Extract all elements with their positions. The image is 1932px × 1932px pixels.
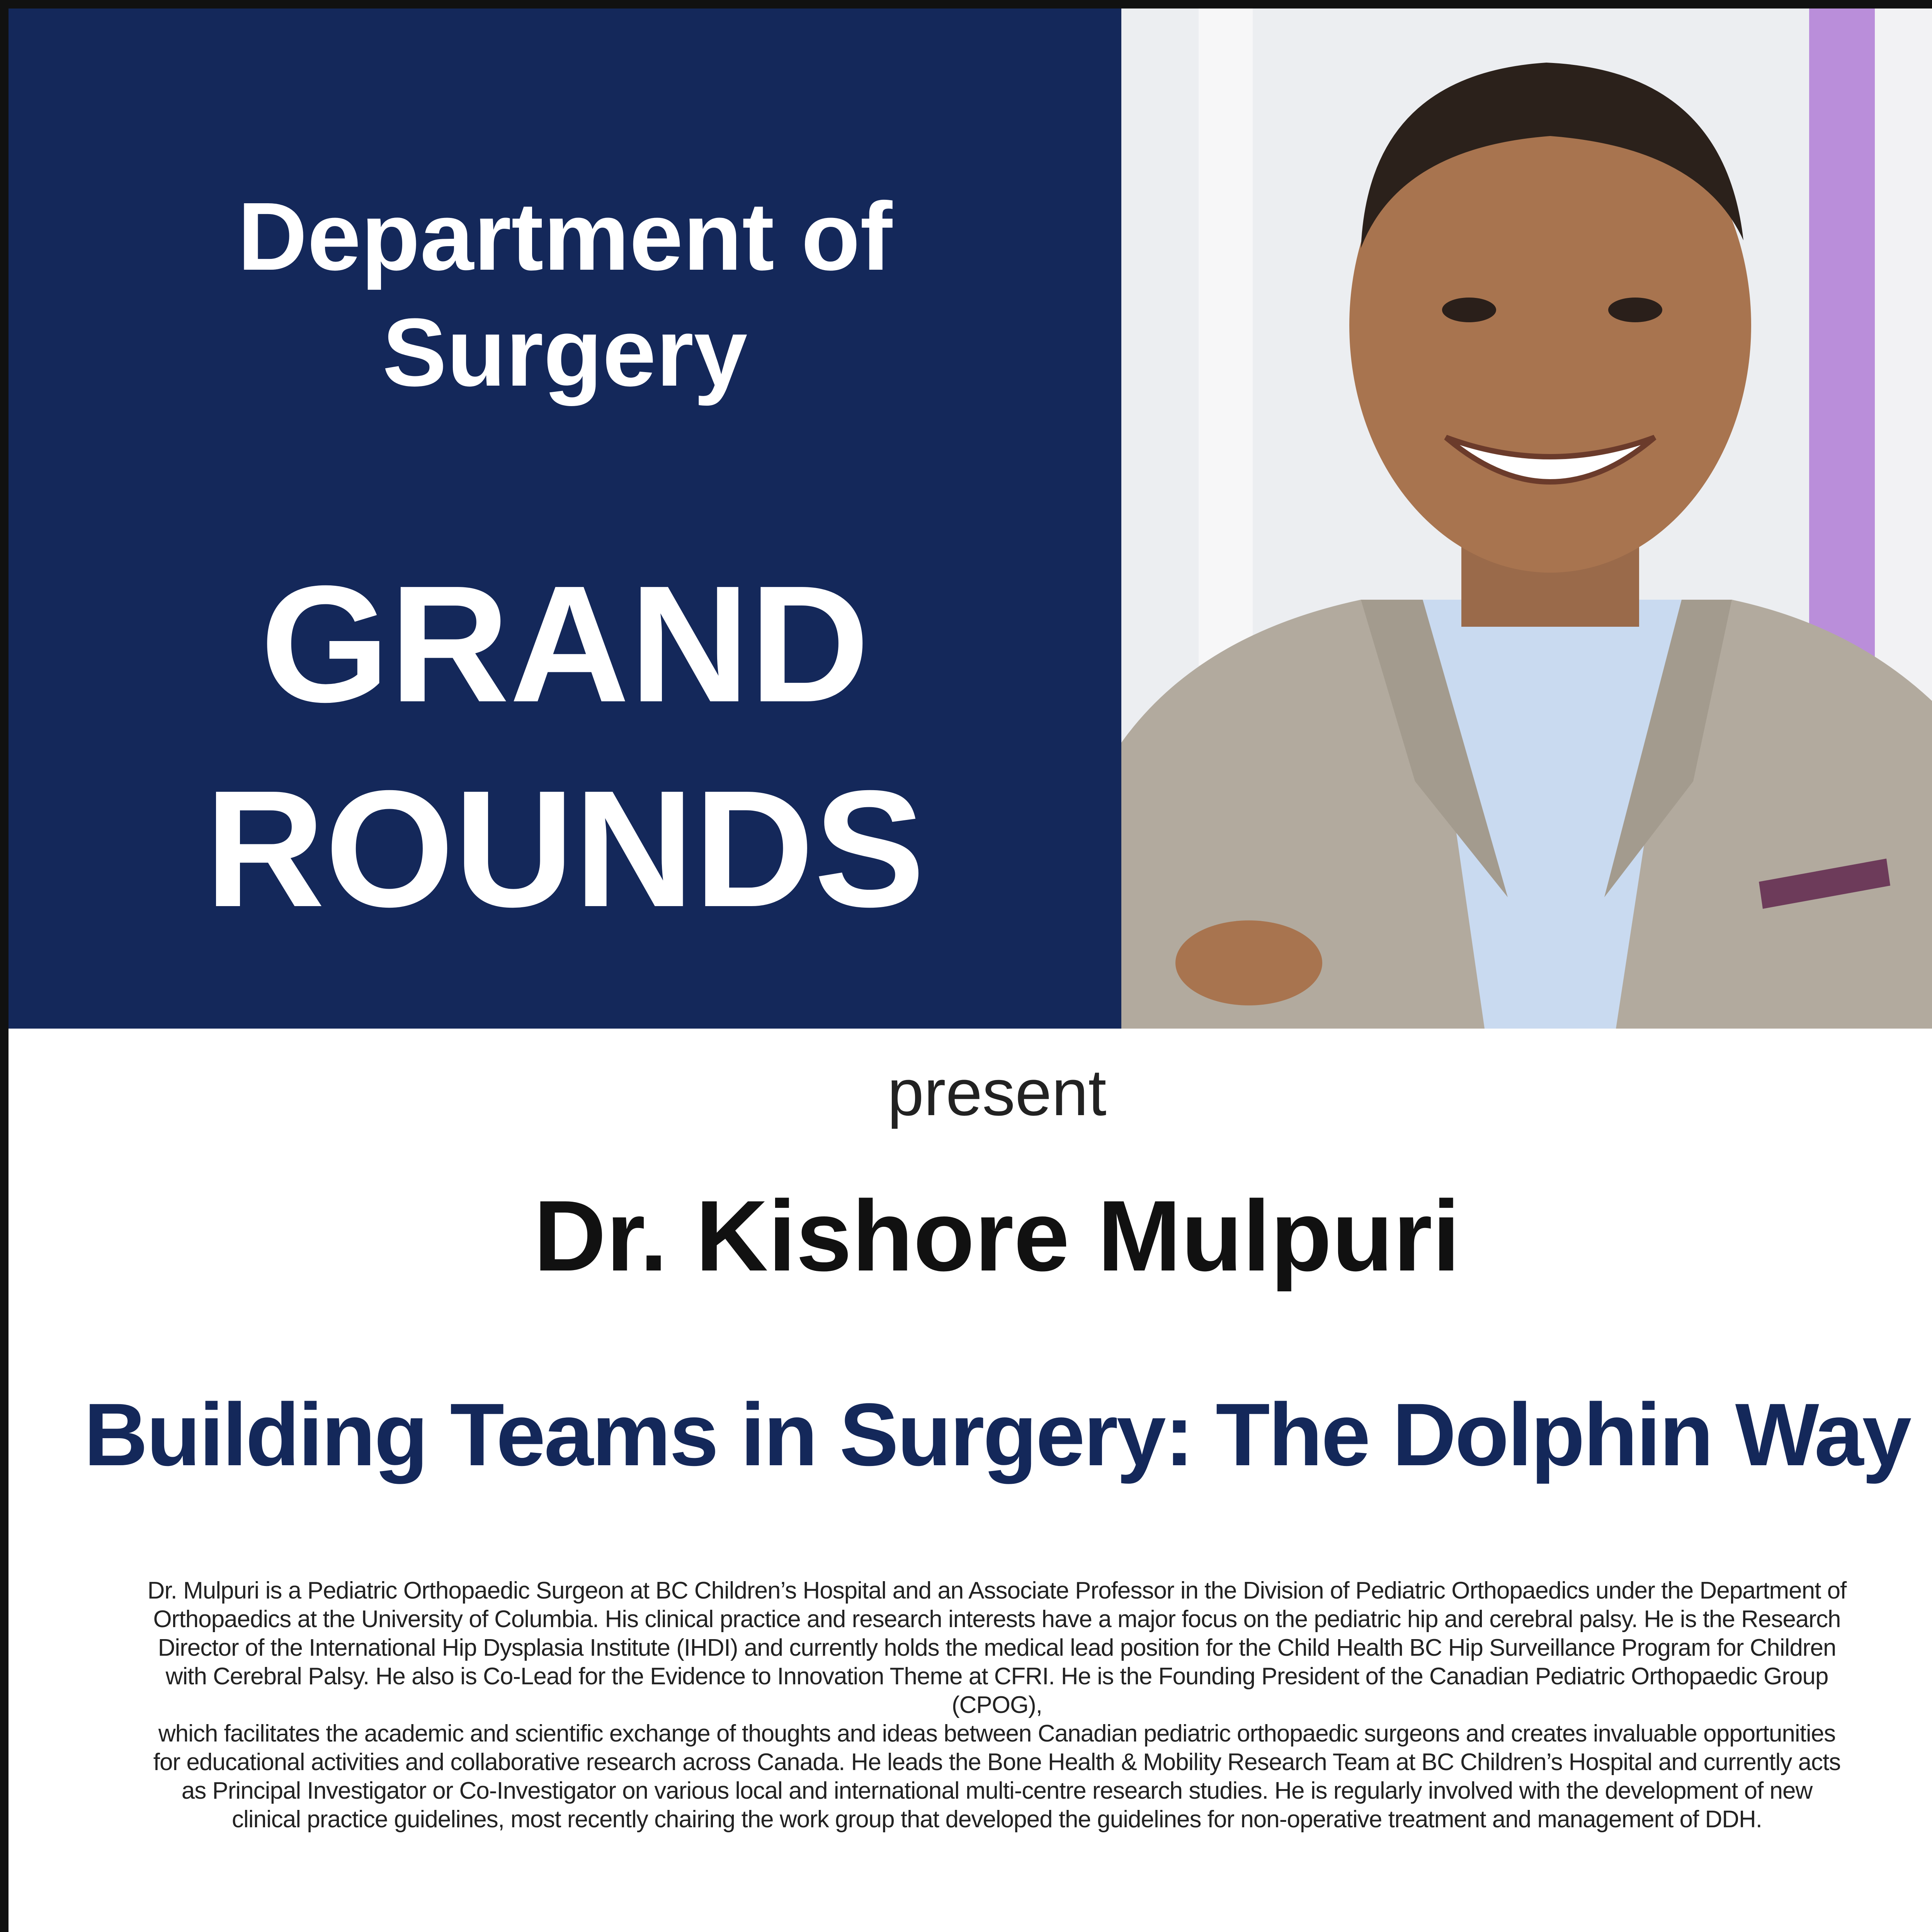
bio-line: Orthopaedics at the University of Columbia. His clinical practice and research interests have a major focus on the pediatric hip and cerebral palsy. He is the Research xyxy=(153,1606,1841,1633)
speaker-bio xyxy=(124,1577,1870,1834)
speaker-name: Dr. Kishore Mulpuri xyxy=(533,1180,1461,1292)
bio-line: for educational activities and collaborative research across Canada. He leads the Bone Health & Mobility Research Team at BC Children’s Hospital and currently acts xyxy=(153,1749,1841,1776)
bio-line: which facilitates the academic and scientific exchange of thoughts and ideas between Canadian pediatric orthopaedic surgeons and creates invaluable opportunities xyxy=(158,1720,1836,1747)
hero-panel xyxy=(9,9,1121,1029)
grand-rounds-line1: GRAND xyxy=(260,551,870,737)
department-title xyxy=(9,179,1121,410)
speaker-photo xyxy=(1121,9,1932,1029)
bio-line: with Cerebral Palsy. He also is Co-Lead for the Evidence to Innovation Theme at CFRI. He is the Founding President of the Canadian Pediatric Orthopaedic Group (CPOG), xyxy=(165,1663,1828,1718)
bio-line: Dr. Mulpuri is a Pediatric Orthopaedic Surgeon at BC Children’s Hospital and an Associate Professor in the Division of Pediatric Orthopaedics under the Department of xyxy=(147,1577,1847,1604)
department-title-line2: Surgery xyxy=(382,298,748,406)
speaker-photo-illustration xyxy=(1121,9,1932,1029)
bio-line: as Principal Investigator or Co-Investigator on various local and international multi-centre research studies. He is regularly involved with the development of new xyxy=(181,1777,1813,1804)
bio-line: clinical practice guidelines, most recently chairing the work group that developed the guidelines for non-operative treatment and management of DDH. xyxy=(231,1806,1762,1833)
present-label: present xyxy=(887,1056,1107,1129)
talk-title: Building Teams in Surgery: The Dolphin Way xyxy=(83,1385,1910,1484)
bio-line: Director of the International Hip Dysplasia Institute (IHDI) and currently holds the medical lead position for the Child Health BC Hip Surveillance Program for Children xyxy=(158,1634,1836,1661)
department-title-line1: Department of xyxy=(237,182,893,290)
grand-rounds-line2: ROUNDS xyxy=(205,756,925,942)
grand-rounds-title xyxy=(9,542,1121,951)
